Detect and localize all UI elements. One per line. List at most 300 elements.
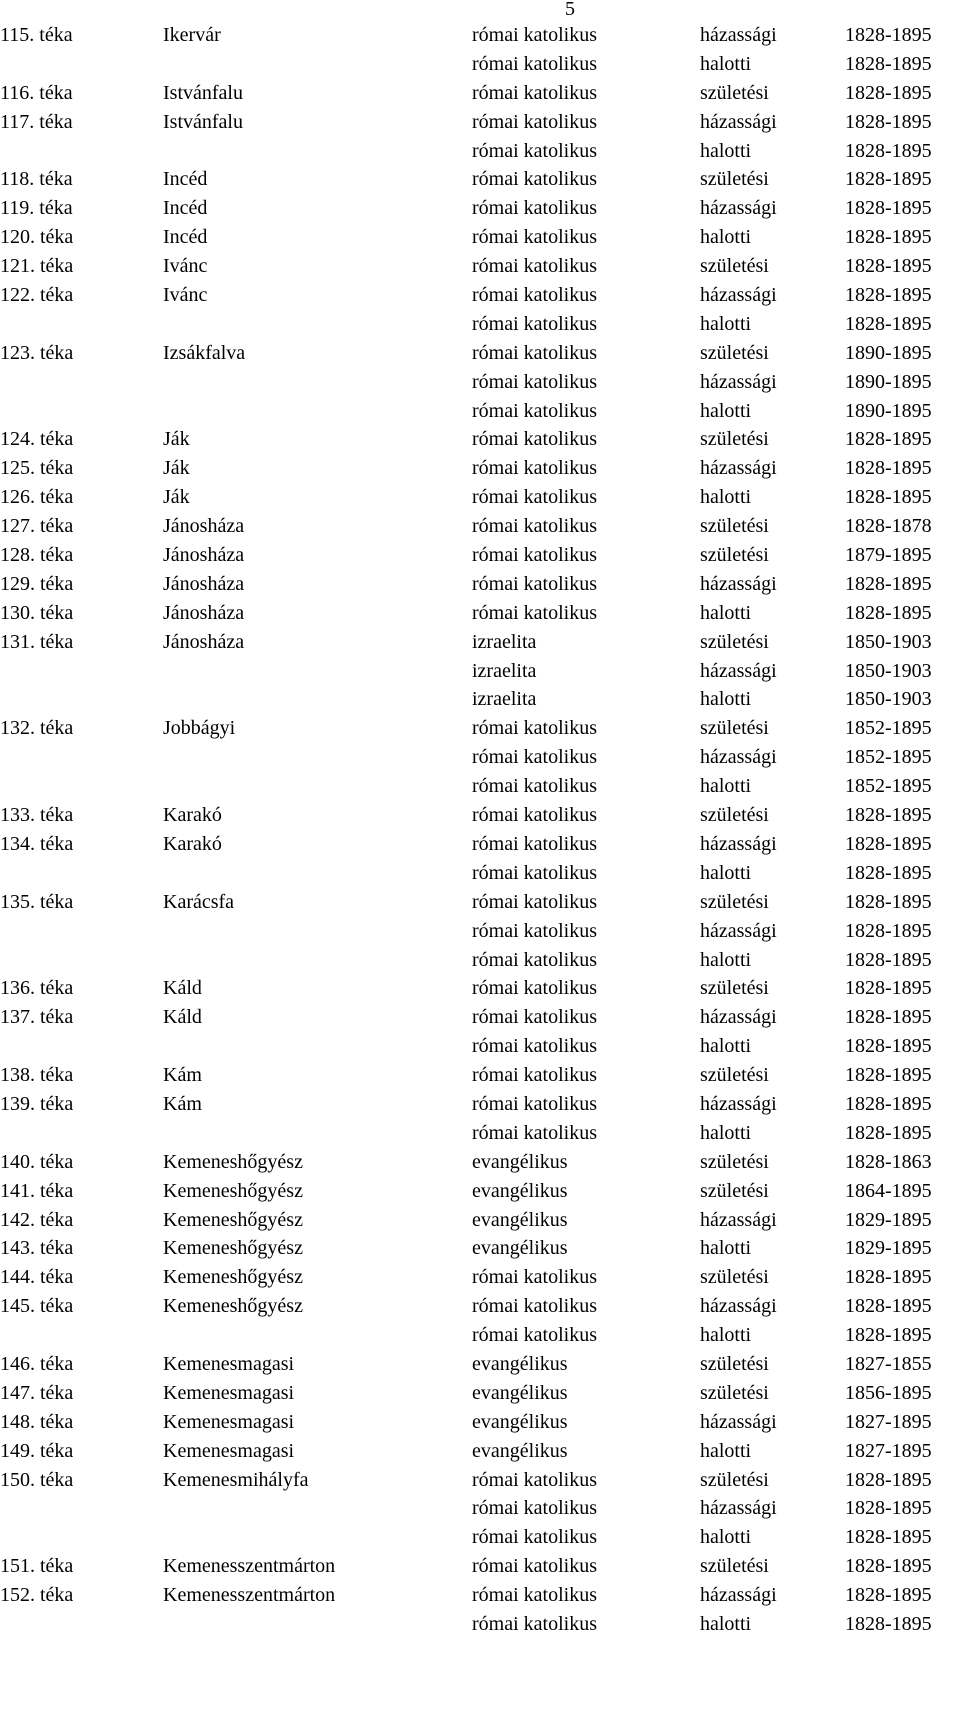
record-row bbox=[0, 1176, 960, 1205]
year-range: 1828-1895 bbox=[845, 486, 932, 509]
teka-number: 120. téka bbox=[0, 226, 74, 249]
teka-number: 142. téka bbox=[0, 1208, 74, 1231]
year-range: 1879-1895 bbox=[845, 544, 932, 567]
record-row bbox=[0, 482, 960, 511]
year-range: 1828-1895 bbox=[845, 1121, 932, 1144]
register-type: születési bbox=[700, 1150, 769, 1173]
register-type: születési bbox=[700, 1266, 769, 1289]
record-subrow bbox=[0, 1522, 960, 1551]
denomination: római katolikus bbox=[472, 399, 597, 422]
record-row bbox=[0, 829, 960, 858]
register-type: halotti bbox=[700, 601, 752, 624]
record-row bbox=[0, 1349, 960, 1378]
year-range: 1829-1895 bbox=[845, 1237, 932, 1260]
place-name: Ják bbox=[163, 486, 190, 509]
denomination: evangélikus bbox=[472, 1410, 568, 1433]
teka-number: 124. téka bbox=[0, 428, 74, 451]
denomination: római katolikus bbox=[472, 977, 597, 1000]
year-range: 1850-1903 bbox=[845, 630, 932, 653]
record-subrow bbox=[0, 858, 960, 887]
year-range: 1828-1895 bbox=[845, 197, 932, 220]
register-type: születési bbox=[700, 1468, 769, 1491]
record-row bbox=[0, 800, 960, 829]
teka-number: 151. téka bbox=[0, 1555, 74, 1578]
register-type: születési bbox=[700, 1555, 769, 1578]
teka-number: 150. téka bbox=[0, 1468, 74, 1491]
denomination: római katolikus bbox=[472, 52, 597, 75]
teka-number: 121. téka bbox=[0, 255, 74, 278]
denomination: római katolikus bbox=[472, 139, 597, 162]
year-range: 1828-1895 bbox=[845, 52, 932, 75]
register-type: házassági bbox=[700, 197, 777, 220]
year-range: 1828-1878 bbox=[845, 515, 932, 538]
denomination: római katolikus bbox=[472, 1555, 597, 1578]
place-name: Incéd bbox=[163, 168, 208, 191]
register-type: születési bbox=[700, 1352, 769, 1375]
place-name: Karakó bbox=[163, 832, 222, 855]
year-range: 1828-1895 bbox=[845, 1497, 932, 1520]
year-range: 1856-1895 bbox=[845, 1381, 932, 1404]
place-name: Karakó bbox=[163, 804, 222, 827]
place-name: Jánosháza bbox=[163, 572, 245, 595]
teka-number: 135. téka bbox=[0, 890, 74, 913]
register-type: házassági bbox=[700, 1410, 777, 1433]
denomination: evangélikus bbox=[472, 1208, 568, 1231]
register-type: születési bbox=[700, 81, 769, 104]
teka-number: 139. téka bbox=[0, 1092, 74, 1115]
place-name: Kemenesmagasi bbox=[163, 1352, 295, 1375]
year-range: 1828-1895 bbox=[845, 919, 932, 942]
denomination: római katolikus bbox=[472, 24, 597, 46]
year-range: 1828-1895 bbox=[845, 804, 932, 827]
place-name: Kemeneshőgyész bbox=[163, 1237, 303, 1260]
denomination: római katolikus bbox=[472, 81, 597, 104]
year-range: 1852-1895 bbox=[845, 746, 932, 769]
teka-number: 143. téka bbox=[0, 1237, 74, 1260]
year-range: 1890-1895 bbox=[845, 370, 932, 393]
denomination: római katolikus bbox=[472, 168, 597, 191]
teka-number: 119. téka bbox=[0, 197, 73, 220]
register-type: halotti bbox=[700, 312, 752, 335]
teka-number: 134. téka bbox=[0, 832, 74, 855]
year-range: 1828-1863 bbox=[845, 1150, 932, 1173]
denomination: izraelita bbox=[472, 659, 537, 682]
place-name: Jánosháza bbox=[163, 601, 245, 624]
denomination: római katolikus bbox=[472, 804, 597, 827]
denomination: római katolikus bbox=[472, 572, 597, 595]
year-range: 1890-1895 bbox=[845, 399, 932, 422]
place-name: Jánosháza bbox=[163, 630, 245, 653]
register-type: halotti bbox=[700, 52, 752, 75]
year-range: 1828-1895 bbox=[845, 861, 932, 884]
register-type: házassági bbox=[700, 110, 777, 133]
teka-number: 152. téka bbox=[0, 1584, 74, 1607]
register-type: házassági bbox=[700, 1497, 777, 1520]
denomination: római katolikus bbox=[472, 370, 597, 393]
place-name: Kemenesmagasi bbox=[163, 1410, 295, 1433]
denomination: római katolikus bbox=[472, 457, 597, 480]
year-range: 1828-1895 bbox=[845, 110, 932, 133]
denomination: római katolikus bbox=[472, 515, 597, 538]
register-type: születési bbox=[700, 630, 769, 653]
teka-number: 137. téka bbox=[0, 1006, 74, 1029]
place-name: Incéd bbox=[163, 197, 208, 220]
register-type: házassági bbox=[700, 370, 777, 393]
register-type: házassági bbox=[700, 1092, 777, 1115]
denomination: római katolikus bbox=[472, 1295, 597, 1318]
teka-number: 131. téka bbox=[0, 630, 74, 653]
register-type: halotti bbox=[700, 775, 752, 798]
denomination: római katolikus bbox=[472, 1497, 597, 1520]
place-name: Ivánc bbox=[163, 255, 208, 278]
register-type: születési bbox=[700, 1179, 769, 1202]
year-range: 1828-1895 bbox=[845, 1092, 932, 1115]
register-type: halotti bbox=[700, 1324, 752, 1347]
register-type: halotti bbox=[700, 1035, 752, 1058]
denomination: római katolikus bbox=[472, 486, 597, 509]
denomination: római katolikus bbox=[472, 1266, 597, 1289]
denomination: római katolikus bbox=[472, 1064, 597, 1087]
register-type: házassági bbox=[700, 1208, 777, 1231]
place-name: Incéd bbox=[163, 226, 208, 249]
teka-number: 133. téka bbox=[0, 804, 74, 827]
record-row bbox=[0, 598, 960, 627]
register-type: házassági bbox=[700, 1295, 777, 1318]
denomination: római katolikus bbox=[472, 832, 597, 855]
denomination: római katolikus bbox=[472, 601, 597, 624]
year-range: 1828-1895 bbox=[845, 977, 932, 1000]
denomination: római katolikus bbox=[472, 890, 597, 913]
teka-number: 128. téka bbox=[0, 544, 74, 567]
record-row bbox=[0, 1262, 960, 1291]
denomination: római katolikus bbox=[472, 255, 597, 278]
year-range: 1852-1895 bbox=[845, 717, 932, 740]
record-row bbox=[0, 107, 960, 136]
record-row bbox=[0, 193, 960, 222]
record-row bbox=[0, 569, 960, 598]
record-row bbox=[0, 1551, 960, 1580]
record-subrow bbox=[0, 136, 960, 165]
register-type: halotti bbox=[700, 688, 752, 711]
teka-number: 147. téka bbox=[0, 1381, 74, 1404]
register-type: halotti bbox=[700, 139, 752, 162]
record-row bbox=[0, 453, 960, 482]
register-type: halotti bbox=[700, 486, 752, 509]
register-type: házassági bbox=[700, 24, 777, 46]
register-type: halotti bbox=[700, 399, 752, 422]
place-name: Kemeneshőgyész bbox=[163, 1208, 303, 1231]
denomination: római katolikus bbox=[472, 746, 597, 769]
record-row bbox=[0, 1407, 960, 1436]
year-range: 1828-1895 bbox=[845, 24, 932, 46]
record-subrow bbox=[0, 945, 960, 974]
record-row bbox=[0, 222, 960, 251]
teka-number: 123. téka bbox=[0, 341, 74, 364]
record-subrow bbox=[0, 684, 960, 713]
year-range: 1828-1895 bbox=[845, 1612, 932, 1635]
denomination: evangélikus bbox=[472, 1352, 568, 1375]
place-name: Jánosháza bbox=[163, 515, 245, 538]
register-type: házassági bbox=[700, 832, 777, 855]
denomination: római katolikus bbox=[472, 1584, 597, 1607]
year-range: 1827-1895 bbox=[845, 1410, 932, 1433]
year-range: 1828-1895 bbox=[845, 1064, 932, 1087]
place-name: Istvánfalu bbox=[163, 81, 243, 104]
register-type: házassági bbox=[700, 284, 777, 307]
teka-number: 149. téka bbox=[0, 1439, 74, 1462]
denomination: izraelita bbox=[472, 688, 537, 711]
denomination: evangélikus bbox=[472, 1381, 568, 1404]
year-range: 1827-1855 bbox=[845, 1352, 932, 1375]
register-type: halotti bbox=[700, 1121, 752, 1144]
record-row bbox=[0, 887, 960, 916]
place-name: Kemeneshőgyész bbox=[163, 1266, 303, 1289]
records-table bbox=[0, 20, 960, 1638]
denomination: római katolikus bbox=[472, 544, 597, 567]
register-type: születési bbox=[700, 168, 769, 191]
record-subrow bbox=[0, 656, 960, 685]
teka-number: 115. téka bbox=[0, 24, 73, 46]
teka-number: 125. téka bbox=[0, 457, 74, 480]
denomination: római katolikus bbox=[472, 197, 597, 220]
place-name: Kám bbox=[163, 1064, 202, 1087]
record-row bbox=[0, 1060, 960, 1089]
register-type: születési bbox=[700, 428, 769, 451]
place-name: Káld bbox=[163, 977, 202, 1000]
year-range: 1828-1895 bbox=[845, 226, 932, 249]
denomination: római katolikus bbox=[472, 1092, 597, 1115]
year-range: 1828-1895 bbox=[845, 1468, 932, 1491]
register-type: halotti bbox=[700, 861, 752, 884]
year-range: 1827-1895 bbox=[845, 1439, 932, 1462]
year-range: 1828-1895 bbox=[845, 1266, 932, 1289]
register-type: házassági bbox=[700, 746, 777, 769]
year-range: 1828-1895 bbox=[845, 457, 932, 480]
record-row bbox=[0, 973, 960, 1002]
record-subrow bbox=[0, 1493, 960, 1522]
year-range: 1828-1895 bbox=[845, 1295, 932, 1318]
place-name: Kemenesszentmárton bbox=[163, 1555, 336, 1578]
record-row bbox=[0, 1465, 960, 1494]
teka-number: 117. téka bbox=[0, 110, 73, 133]
place-name: Kám bbox=[163, 1092, 202, 1115]
year-range: 1828-1895 bbox=[845, 1584, 932, 1607]
register-type: születési bbox=[700, 341, 769, 364]
record-row bbox=[0, 1378, 960, 1407]
record-row bbox=[0, 20, 960, 49]
year-range: 1852-1895 bbox=[845, 775, 932, 798]
record-row bbox=[0, 540, 960, 569]
record-row bbox=[0, 511, 960, 540]
register-type: születési bbox=[700, 1064, 769, 1087]
teka-number: 140. téka bbox=[0, 1150, 74, 1173]
denomination: római katolikus bbox=[472, 1468, 597, 1491]
register-type: születési bbox=[700, 544, 769, 567]
register-type: halotti bbox=[700, 1526, 752, 1549]
year-range: 1828-1895 bbox=[845, 312, 932, 335]
register-type: születési bbox=[700, 515, 769, 538]
record-row bbox=[0, 1580, 960, 1609]
record-subrow bbox=[0, 49, 960, 78]
register-type: halotti bbox=[700, 948, 752, 971]
record-subrow bbox=[0, 916, 960, 945]
record-row bbox=[0, 1291, 960, 1320]
page-number: 5 bbox=[565, 0, 575, 20]
teka-number: 141. téka bbox=[0, 1179, 74, 1202]
record-row bbox=[0, 627, 960, 656]
year-range: 1828-1895 bbox=[845, 601, 932, 624]
year-range: 1850-1903 bbox=[845, 659, 932, 682]
teka-number: 127. téka bbox=[0, 515, 74, 538]
year-range: 1829-1895 bbox=[845, 1208, 932, 1231]
teka-number: 145. téka bbox=[0, 1295, 74, 1318]
teka-number: 146. téka bbox=[0, 1352, 74, 1375]
place-name: Jobbágyi bbox=[163, 717, 236, 740]
denomination: római katolikus bbox=[472, 1006, 597, 1029]
denomination: római katolikus bbox=[472, 110, 597, 133]
year-range: 1828-1895 bbox=[845, 1555, 932, 1578]
record-row bbox=[0, 280, 960, 309]
year-range: 1828-1895 bbox=[845, 284, 932, 307]
record-row bbox=[0, 164, 960, 193]
denomination: római katolikus bbox=[472, 341, 597, 364]
denomination: római katolikus bbox=[472, 1612, 597, 1635]
denomination: római katolikus bbox=[472, 717, 597, 740]
year-range: 1864-1895 bbox=[845, 1179, 932, 1202]
place-name: Kemeneshőgyész bbox=[163, 1150, 303, 1173]
register-type: házassági bbox=[700, 1584, 777, 1607]
teka-number: 144. téka bbox=[0, 1266, 74, 1289]
record-row bbox=[0, 713, 960, 742]
register-type: születési bbox=[700, 1381, 769, 1404]
denomination: római katolikus bbox=[472, 1526, 597, 1549]
record-subrow bbox=[0, 1320, 960, 1349]
teka-number: 126. téka bbox=[0, 486, 74, 509]
year-range: 1828-1895 bbox=[845, 948, 932, 971]
denomination: római katolikus bbox=[472, 948, 597, 971]
place-name: Ják bbox=[163, 428, 190, 451]
place-name: Karácsfa bbox=[163, 890, 235, 913]
year-range: 1828-1895 bbox=[845, 255, 932, 278]
denomination: római katolikus bbox=[472, 428, 597, 451]
record-subrow bbox=[0, 396, 960, 425]
register-type: születési bbox=[700, 255, 769, 278]
denomination: római katolikus bbox=[472, 1324, 597, 1347]
record-subrow bbox=[0, 1609, 960, 1638]
teka-number: 148. téka bbox=[0, 1410, 74, 1433]
denomination: római katolikus bbox=[472, 312, 597, 335]
teka-number: 129. téka bbox=[0, 572, 74, 595]
record-row bbox=[0, 1205, 960, 1234]
place-name: Kemenesmagasi bbox=[163, 1381, 295, 1404]
register-type: halotti bbox=[700, 1439, 752, 1462]
denomination: evangélikus bbox=[472, 1179, 568, 1202]
year-range: 1828-1895 bbox=[845, 1324, 932, 1347]
denomination: római katolikus bbox=[472, 775, 597, 798]
register-type: házassági bbox=[700, 572, 777, 595]
record-subrow bbox=[0, 742, 960, 771]
place-name: Káld bbox=[163, 1006, 202, 1029]
year-range: 1828-1895 bbox=[845, 168, 932, 191]
denomination: evangélikus bbox=[472, 1237, 568, 1260]
record-row bbox=[0, 1089, 960, 1118]
record-row bbox=[0, 424, 960, 453]
year-range: 1828-1895 bbox=[845, 428, 932, 451]
year-range: 1828-1895 bbox=[845, 572, 932, 595]
place-name: Kemenesmihályfa bbox=[163, 1468, 309, 1491]
denomination: evangélikus bbox=[472, 1150, 568, 1173]
record-subrow bbox=[0, 1118, 960, 1147]
denomination: római katolikus bbox=[472, 1035, 597, 1058]
record-row bbox=[0, 1436, 960, 1465]
record-subrow bbox=[0, 771, 960, 800]
year-range: 1850-1903 bbox=[845, 688, 932, 711]
record-row bbox=[0, 251, 960, 280]
teka-number: 118. téka bbox=[0, 168, 73, 191]
register-type: házassági bbox=[700, 919, 777, 942]
teka-number: 136. téka bbox=[0, 977, 74, 1000]
denomination: római katolikus bbox=[472, 861, 597, 884]
place-name: Jánosháza bbox=[163, 544, 245, 567]
register-type: halotti bbox=[700, 226, 752, 249]
denomination: római katolikus bbox=[472, 919, 597, 942]
record-subrow bbox=[0, 1031, 960, 1060]
year-range: 1890-1895 bbox=[845, 341, 932, 364]
denomination: római katolikus bbox=[472, 1121, 597, 1144]
record-row bbox=[0, 1002, 960, 1031]
register-type: születési bbox=[700, 890, 769, 913]
denomination: római katolikus bbox=[472, 284, 597, 307]
year-range: 1828-1895 bbox=[845, 890, 932, 913]
register-type: halotti bbox=[700, 1612, 752, 1635]
record-row bbox=[0, 78, 960, 107]
record-row bbox=[0, 1233, 960, 1262]
place-name: Ivánc bbox=[163, 284, 208, 307]
teka-number: 122. téka bbox=[0, 284, 74, 307]
year-range: 1828-1895 bbox=[845, 139, 932, 162]
record-subrow bbox=[0, 367, 960, 396]
denomination: evangélikus bbox=[472, 1439, 568, 1462]
register-type: születési bbox=[700, 977, 769, 1000]
place-name: Istvánfalu bbox=[163, 110, 243, 133]
denomination: római katolikus bbox=[472, 226, 597, 249]
year-range: 1828-1895 bbox=[845, 81, 932, 104]
register-type: házassági bbox=[700, 457, 777, 480]
teka-number: 132. téka bbox=[0, 717, 74, 740]
teka-number: 116. téka bbox=[0, 81, 73, 104]
record-row bbox=[0, 338, 960, 367]
place-name: Ják bbox=[163, 457, 190, 480]
denomination: izraelita bbox=[472, 630, 537, 653]
place-name: Kemeneshőgyész bbox=[163, 1295, 303, 1318]
teka-number: 138. téka bbox=[0, 1064, 74, 1087]
record-subrow bbox=[0, 309, 960, 338]
register-type: születési bbox=[700, 804, 769, 827]
year-range: 1828-1895 bbox=[845, 1006, 932, 1029]
year-range: 1828-1895 bbox=[845, 1526, 932, 1549]
record-row bbox=[0, 1147, 960, 1176]
place-name: Ikervár bbox=[163, 24, 221, 46]
register-type: halotti bbox=[700, 1237, 752, 1260]
register-type: házassági bbox=[700, 659, 777, 682]
place-name: Izsákfalva bbox=[163, 341, 246, 364]
teka-number: 130. téka bbox=[0, 601, 74, 624]
place-name: Kemeneshőgyész bbox=[163, 1179, 303, 1202]
year-range: 1828-1895 bbox=[845, 1035, 932, 1058]
register-type: születési bbox=[700, 717, 769, 740]
place-name: Kemenesszentmárton bbox=[163, 1584, 336, 1607]
place-name: Kemenesmagasi bbox=[163, 1439, 295, 1462]
